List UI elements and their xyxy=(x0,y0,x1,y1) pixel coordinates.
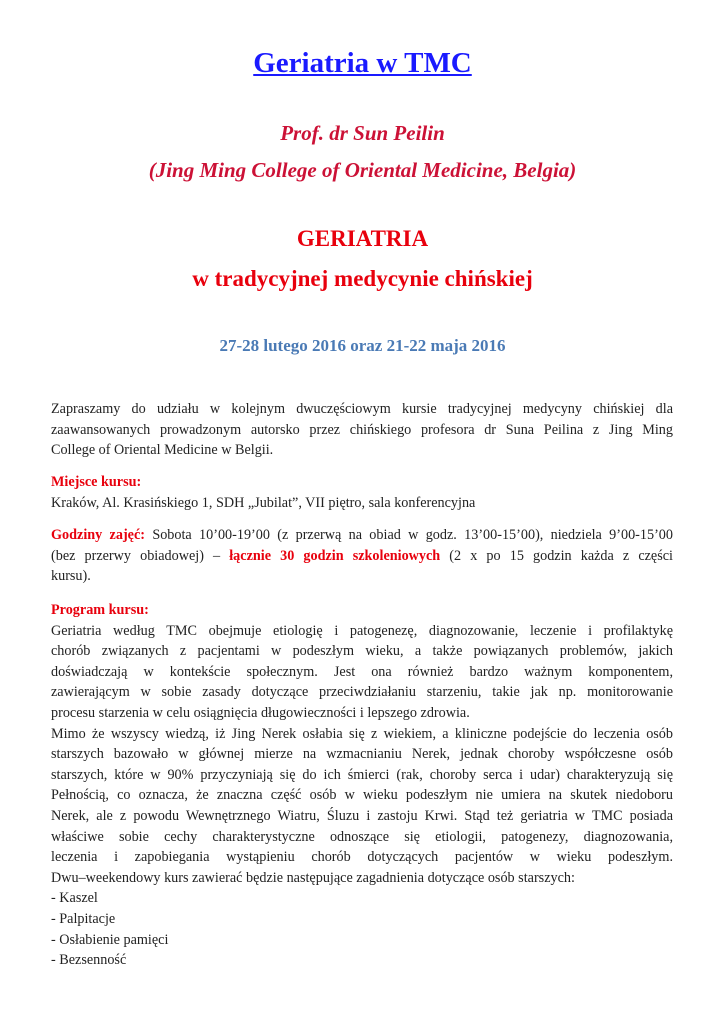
hours-line-1 xyxy=(51,525,673,546)
program-line: zawierającym w sobie zasady dotyczące przeciwdziałaniu starzeniu, takie jak np. monitorowanie xyxy=(51,684,673,701)
program-line: chorób związanych z pacjentami w podeszłym wieku, a także powiązanych problemów, jakich xyxy=(51,643,673,660)
intro-paragraph xyxy=(51,399,673,461)
list-item: - Palpitacje xyxy=(51,910,116,927)
page-title[interactable]: Geriatria w TMC xyxy=(253,47,472,79)
program-line: Geriatria według TMC obejmuje etiologię i patogenezę, diagnozowanie, leczenie i profilaktykę xyxy=(51,622,673,639)
intro-line: zaawansowanych prowadzonym autorsko przez chińskiego profesora dr Suna Peilina z Jing Ming xyxy=(51,421,673,438)
intro-line: Zapraszamy do udziału w kolejnym dwuczęściowym kursie tradycyjnej medycyny chińskiej dla xyxy=(51,401,673,417)
program-label: Program kursu: xyxy=(51,602,149,618)
program-line: Pełnością, co oznacza, że znaczna część osób w wieku podeszłym nie umiera na skutek niedoboru xyxy=(51,787,673,804)
list-item: - Osłabienie pamięci xyxy=(51,931,169,948)
list-item: - Kaszel xyxy=(51,890,98,907)
program-line: starszych, które w 90% przyczyniają się do ich śmierci (rak, choroby serca i udar) charakteryzują się xyxy=(51,766,673,783)
program-line: właściwe sobie cechy charakterystyczne odnoszące się etiologii, patogenezy, diagnozowania, xyxy=(51,828,673,845)
program-line: procesu starzenia w celu osiągnięcia długowieczności i lepszego zdrowia. xyxy=(51,704,470,721)
program-section xyxy=(51,600,673,971)
program-line: leczenia i zapobiegania wystąpieniu chorób dotyczących pacjentów w wieku podeszłym. xyxy=(51,849,673,866)
author-affiliation: (Jing Ming College of Oriental Medicine, Belgia) xyxy=(148,158,577,182)
program-line: Nerek, ale z powodu Wewnętrznego Wiatru, Śluzu i zastoju Krwi. Stąd też geriatria w TMC posiada xyxy=(51,807,673,824)
hours-line1-text: Sobota 10’00-19’00 (z przerwą na obiad w godz. 13’00-15’00), niedziela 9’00-15’00 xyxy=(145,527,673,543)
course-dates: 27-28 lutego 2016 oraz 21-22 maja 2016 xyxy=(219,336,506,355)
list-item: - Bezsenność xyxy=(51,952,127,969)
program-line: doświadczają w kontekście społecznym. Jest ona również bardzo ważnym komponentem, xyxy=(51,663,673,680)
program-line: starszych bazowało w głównej mierze na wzmacnianiu Nerek, jednak choroby współczesne osób xyxy=(51,746,673,763)
location-text: Kraków, Al. Krasińskiego 1, SDH „Jubilat”, VII piętro, sala konferencyjna xyxy=(51,494,476,511)
hours-line-3: kursu). xyxy=(51,568,91,585)
hours-line2-pre: (bez przerwy obiadowej) – xyxy=(51,547,230,564)
location-section xyxy=(51,472,673,513)
hours-total: łącznie 30 godzin szkoleniowych xyxy=(229,547,441,564)
author-name: Prof. dr Sun Peilin xyxy=(280,121,445,145)
program-line: Mimo że wszyscy wiedzą, iż Jing Nerek osłabia się z wiekiem, a kliniczne podejście do leczenia osób xyxy=(51,725,673,742)
hours-section xyxy=(51,525,673,587)
course-heading-line2: w tradycyjnej medycynie chińskiej xyxy=(192,266,533,291)
intro-line: College of Oriental Medicine w Belgii. xyxy=(51,442,274,459)
location-label: Miejsce kursu: xyxy=(51,474,142,490)
program-line: Dwu–weekendowy kurs zawierać będzie następujące zagadnienia dotyczące osób starszych: xyxy=(51,869,575,886)
hours-label: Godziny zajęć: xyxy=(51,527,145,543)
course-heading-line1: GERIATRIA xyxy=(296,226,429,251)
hours-line2-post: (2 x po 15 godzin każda z części xyxy=(440,547,673,564)
hours-line-2 xyxy=(51,546,673,567)
